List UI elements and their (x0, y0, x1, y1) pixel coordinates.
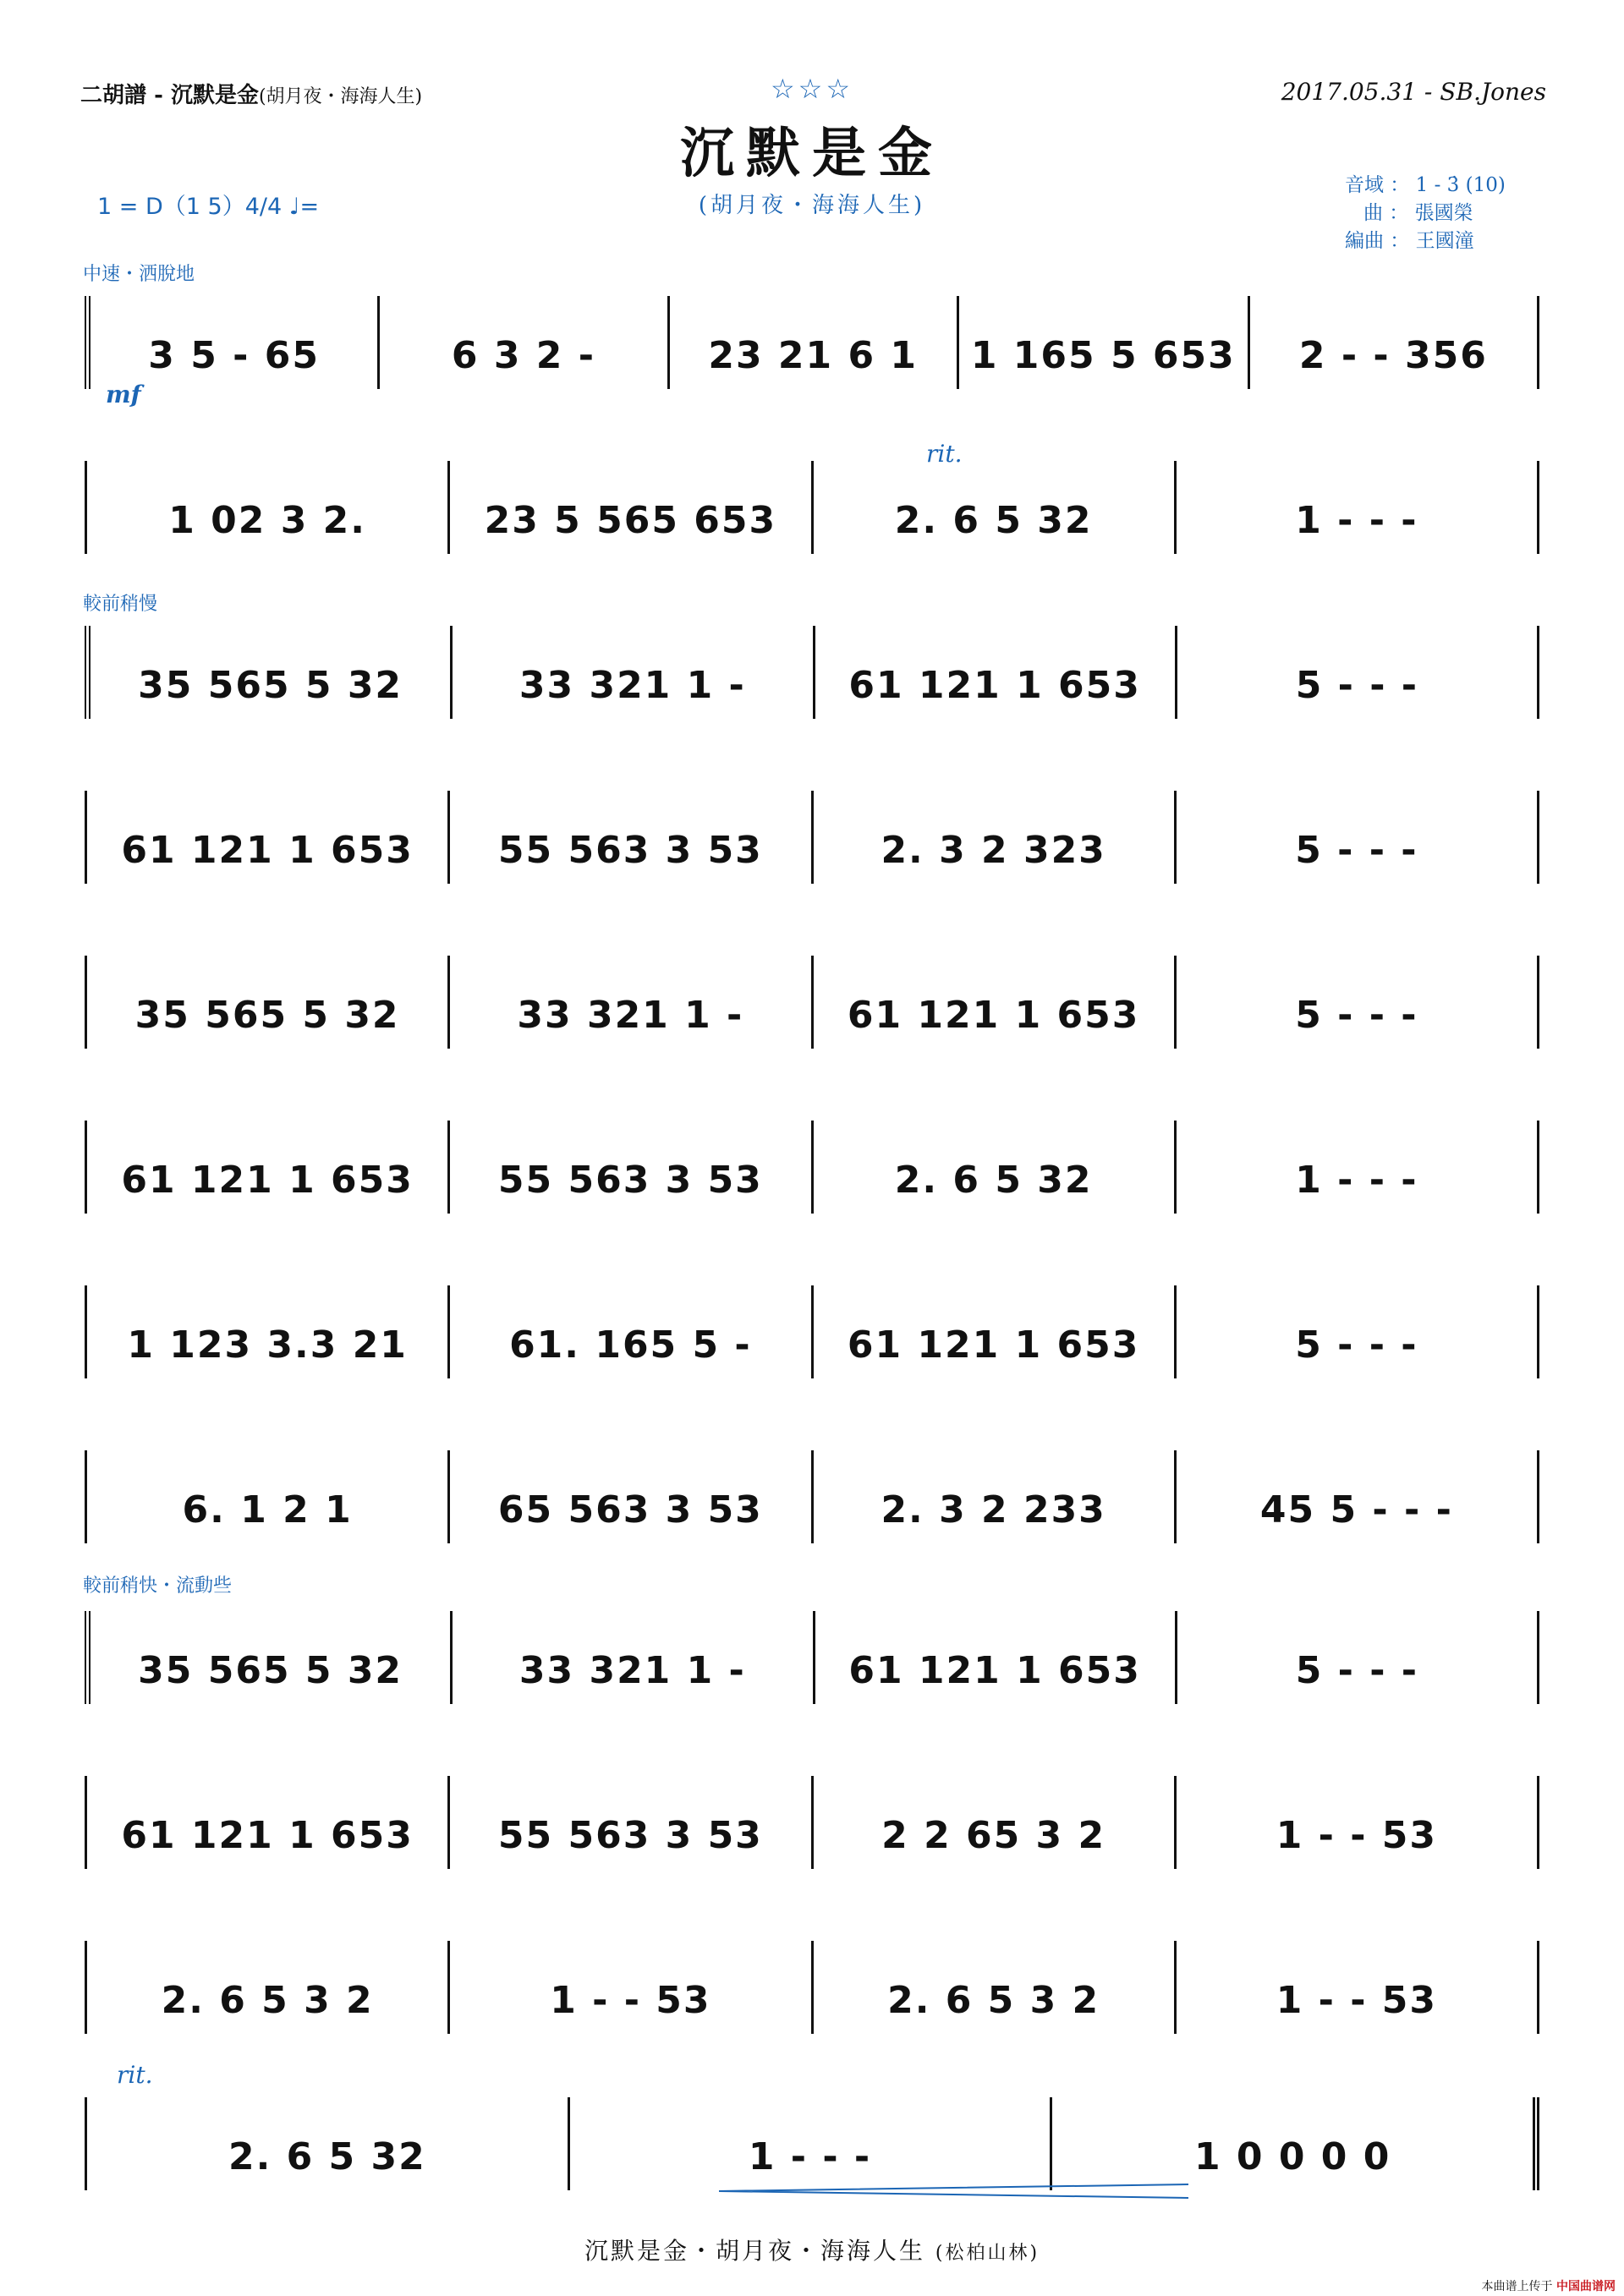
credit-range: 音域 ： 1 - 3̇ (10) (1345, 174, 1506, 196)
measure (91, 626, 450, 719)
score-line (85, 1450, 1539, 1543)
measure (87, 956, 447, 1049)
credit-composer: 曲 ： 張國榮 (1363, 202, 1473, 224)
measure (1174, 1776, 1537, 1869)
score-line (85, 1121, 1539, 1214)
watermark-prefix: 本曲谱上传于 (1481, 2280, 1553, 2293)
measure (87, 2097, 568, 2190)
measure-notes: 55 563 3 53 (497, 1814, 763, 1857)
measure (811, 1941, 1174, 2034)
measure-notes: 61 121 1 653 (121, 1814, 414, 1857)
measure (87, 791, 447, 884)
measure (1248, 296, 1537, 389)
measure-notes: 3 5 - 65 (148, 334, 320, 377)
measure (447, 1450, 810, 1543)
measure-notes: 6 3 2 - (451, 334, 595, 377)
score-line (85, 956, 1539, 1049)
measure (1175, 1611, 1537, 1704)
page-subtitle: (胡月夜・海海人生) (698, 193, 926, 218)
measure-notes: 55 563 3 53 (497, 1159, 763, 1202)
measure-notes: 61 121 1 653 (121, 829, 414, 872)
measure-notes: 5 - - - (1295, 994, 1418, 1037)
measure (811, 1121, 1174, 1214)
song-subtitle-small: (胡月夜・海海人生) (258, 86, 423, 107)
measure-notes: 61 121 1 653 (847, 1323, 1140, 1367)
measure-notes: 2. 6 5 32 (894, 1159, 1093, 1202)
measure (87, 1776, 447, 1869)
measure (1174, 1450, 1537, 1543)
measure-notes: 23 5 565 653 (484, 499, 777, 542)
measure-notes: 55 563 3 53 (497, 829, 763, 872)
instrument-label: 二胡譜 (80, 83, 147, 108)
measure (91, 296, 377, 389)
page-title: 沉默是金 (680, 122, 944, 185)
measure (87, 1941, 447, 2034)
dynamic-mf: mf (106, 381, 141, 408)
measure-notes: 1 - - - (1295, 499, 1418, 542)
footer-attribution: (松柏山林) (935, 2243, 1040, 2264)
measure (957, 296, 1248, 389)
rit-mark-2: rit. (117, 2061, 153, 2089)
measure (811, 1450, 1174, 1543)
measure (447, 1941, 810, 2034)
measure-notes: 33 321 1 - (518, 1649, 746, 1692)
measure-notes: 65 563 3 53 (497, 1488, 763, 1532)
watermark (1482, 2277, 1616, 2294)
measure-notes: 35 565 5 32 (138, 664, 403, 707)
measure (450, 626, 812, 719)
measure-notes: 35 565 5 32 (134, 994, 400, 1037)
measure (1175, 626, 1537, 719)
score-line (85, 296, 1539, 389)
measure-notes: 33 321 1 - (517, 994, 744, 1037)
measure (1174, 461, 1537, 554)
measure (447, 1121, 810, 1214)
measure (377, 296, 667, 389)
score-line (85, 1285, 1539, 1378)
measure-notes: 61. 165 5 - (509, 1323, 752, 1367)
measure (87, 1121, 447, 1214)
credit-label: 音域 (1345, 174, 1384, 196)
measure (447, 1285, 810, 1378)
measure (447, 956, 810, 1049)
tempo-mark-2: 較前稍慢 (83, 594, 158, 615)
credit-label: 曲 (1363, 202, 1383, 224)
measure-notes: 2. 6 5 3 2 (887, 1979, 1100, 2022)
credit-value: 1 - 3̇ (10) (1415, 174, 1506, 196)
tempo-mark-3: 較前稍快・流動些 (83, 1575, 233, 1597)
measure (1174, 1285, 1537, 1378)
measure-notes: 1 165 5 653 (970, 334, 1236, 377)
measure-notes: 1 - - - (1295, 1159, 1418, 1202)
measure (447, 461, 810, 554)
score-line (85, 1776, 1539, 1869)
credit-value: 王國潼 (1415, 230, 1474, 252)
measure-notes: 2. 6 5 32 (894, 499, 1093, 542)
measure (1174, 1941, 1537, 2034)
measure-notes: 61 121 1 653 (847, 994, 1140, 1037)
measure (1174, 791, 1537, 884)
measure (450, 1611, 812, 1704)
credit-arranger: 編曲 ： 王國潼 (1345, 230, 1474, 252)
measure-notes: 33 321 1 - (518, 664, 746, 707)
measure (811, 791, 1174, 884)
measure (447, 1776, 810, 1869)
measure (1174, 956, 1537, 1049)
key-signature: 1 = D（1 5）4/4 ♩= (97, 194, 320, 220)
measure-notes: 1 0 0 0 0 (1194, 2135, 1391, 2178)
measure-notes: 6. 1 2 1 (182, 1488, 353, 1532)
tempo-mark-1: 中速・洒脫地 (83, 264, 195, 285)
measure (1174, 1121, 1537, 1214)
song-name: 沉默是金 (170, 83, 259, 108)
measure-notes: 61 121 1 653 (848, 1649, 1141, 1692)
footer-text: 沉默是金・胡月夜・海海人生 (584, 2237, 925, 2265)
rit-mark-1: rit. (926, 440, 963, 468)
credit-value: 張國榮 (1414, 202, 1473, 224)
footer-caption (0, 2233, 1624, 2266)
measure-notes: 2. 3 2 323 (881, 829, 1106, 872)
watermark-site: 中国曲谱网 (1556, 2280, 1616, 2293)
measure-notes: 2. 6 5 32 (228, 2135, 426, 2178)
measure-notes: 5 - - - (1295, 1323, 1418, 1367)
measure (87, 1450, 447, 1543)
measure (447, 791, 810, 884)
score-line (85, 461, 1539, 554)
measure-notes: 1 123 3.3 21 (127, 1323, 408, 1367)
measure (87, 1285, 447, 1378)
measure (813, 1611, 1175, 1704)
measure-notes: 2. 6 5 3 2 (161, 1979, 374, 2022)
measure-notes: 2 2 65 3 2 (881, 1814, 1106, 1857)
measure (811, 1776, 1174, 1869)
difficulty-stars: ☆☆☆ (770, 73, 854, 105)
score-line (85, 1941, 1539, 2034)
measure (667, 296, 957, 389)
score-line (85, 791, 1539, 884)
measure-notes: 61 121 1 653 (121, 1159, 414, 1202)
measure (568, 2097, 1051, 2190)
measure-notes: 1 - - 53 (1276, 1814, 1438, 1857)
measure (813, 626, 1175, 719)
measure-notes: 61 121 1 653 (848, 664, 1141, 707)
measure-notes: 5 - - - (1295, 664, 1419, 707)
measure (811, 956, 1174, 1049)
header-separator: - (154, 83, 163, 108)
decrescendo-hairpin (719, 2182, 1193, 2200)
score-line (85, 2097, 1539, 2190)
measure-notes: 1 02 3 2. (168, 499, 366, 542)
credit-label: 編曲 (1345, 230, 1384, 252)
date-author: 2017.05.31 - SB.Jones (1281, 78, 1546, 106)
measure (1050, 2097, 1533, 2190)
score-line (85, 626, 1539, 719)
measure-notes: 1 - - 53 (1276, 1979, 1438, 2022)
measure (811, 461, 1174, 554)
measure (811, 1285, 1174, 1378)
measure-notes: 2. 3 2 233 (881, 1488, 1106, 1532)
measure-notes: 1 - - 53 (550, 1979, 711, 2022)
measure-notes: 2 - - 356 (1298, 334, 1488, 377)
measure-notes: 5 - - - (1295, 829, 1418, 872)
measure-notes: 23 21 6 1 (708, 334, 919, 377)
credits (1345, 172, 1506, 255)
measure-notes: 45 5 - - - (1259, 1488, 1453, 1532)
measure-notes: 35 565 5 32 (138, 1649, 403, 1692)
measure-notes: 1 - - - (748, 2135, 872, 2178)
score-line (85, 1611, 1539, 1704)
measure (91, 1611, 450, 1704)
measure (87, 461, 447, 554)
measure-notes: 5 - - - (1295, 1649, 1419, 1692)
